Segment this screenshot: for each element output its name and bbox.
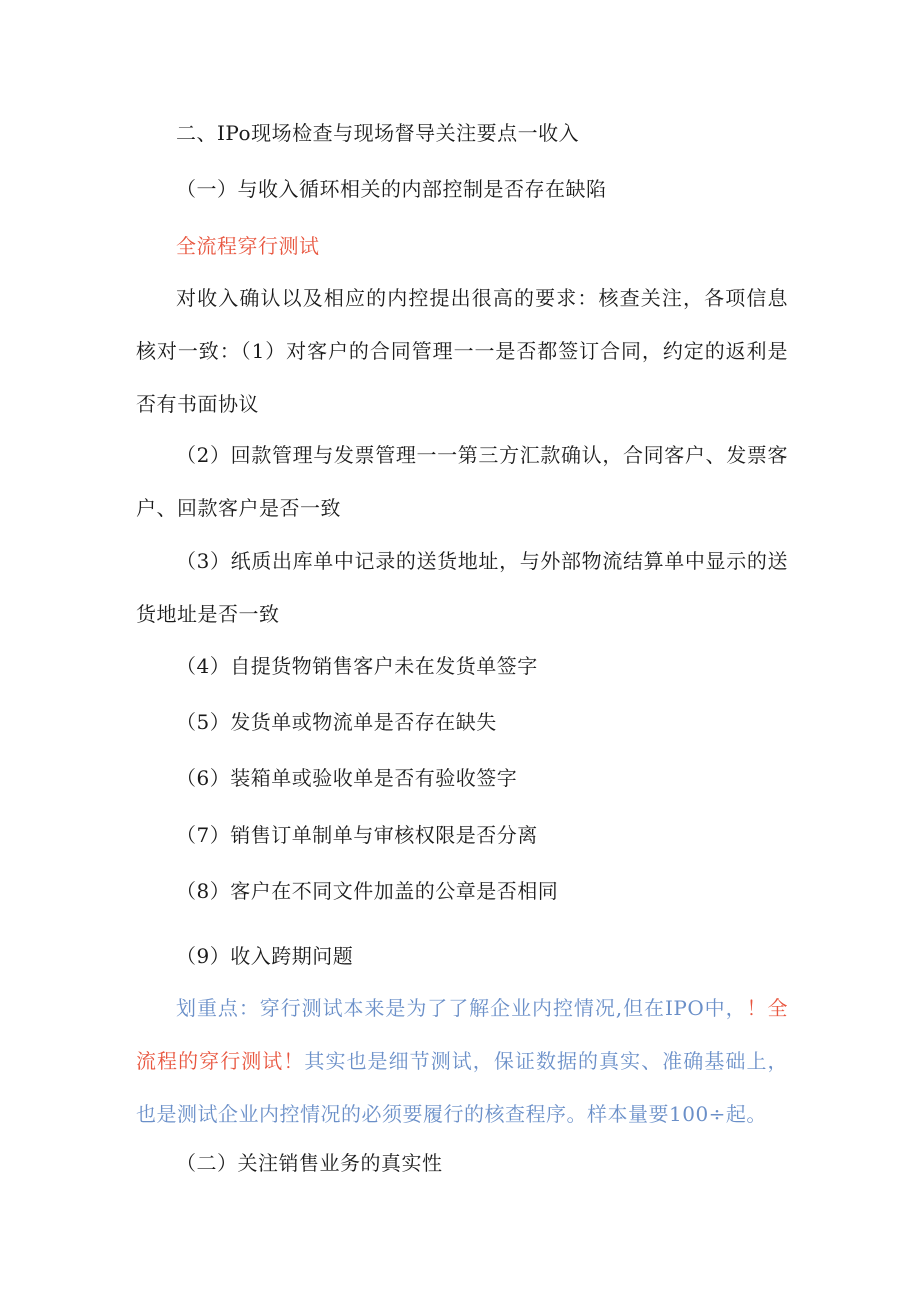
subsection-heading-sales-authenticity: （二）关注销售业务的真实性 (176, 1151, 443, 1175)
list-item-4: （4）自提货物销售客户未在发货单签字 (176, 654, 538, 678)
note-text-emphasis: ！全流程的穿行测试！ (136, 996, 788, 1073)
list-item-8: （8）客户在不同文件加盖的公章是否相同 (176, 879, 559, 903)
intro-paragraph: 对收入确认以及相应的内控提出很高的要求：核查关注，各项信息核对一致：（1）对客户的合同管理一一是否都签订合同，约定的返利是否有书面协议 (136, 286, 788, 416)
list-item-7: （7）销售订单制单与审核权限是否分离 (176, 823, 538, 847)
highlight-title: 全流程穿行测试 (176, 234, 320, 258)
key-point-note (136, 982, 788, 1141)
list-item-2: （2）回款管理与发票管理一一第三方汇款确认，合同客户、发票客户、回款客户是否一致 (136, 443, 788, 520)
section-heading: 二、IPo现场检查与现场督导关注要点一收入 (176, 121, 580, 145)
list-item-6: （6）装箱单或验收单是否有验收签字 (176, 766, 518, 790)
note-text-part3: 其实也是细节测试，保证数据的真实、准确基础上，也是测试企业内控情况的必须要履行的核查程序。样本量要100÷起。 (136, 1049, 789, 1126)
list-item-3: （3）纸质出库单中记录的送货地址，与外部物流结算单中显示的送货地址是否一致 (136, 549, 788, 626)
list-item-5: （5）发货单或物流单是否存在缺失 (176, 710, 497, 734)
note-text-part1: 划重点：穿行测试本来是为了了解企业内控情况,但在IPO中， (176, 996, 747, 1020)
subsection-heading-internal-control: （一）与收入循环相关的内部控制是否存在缺陷 (176, 177, 607, 201)
list-item-9: （9）收入跨期问题 (176, 944, 354, 968)
